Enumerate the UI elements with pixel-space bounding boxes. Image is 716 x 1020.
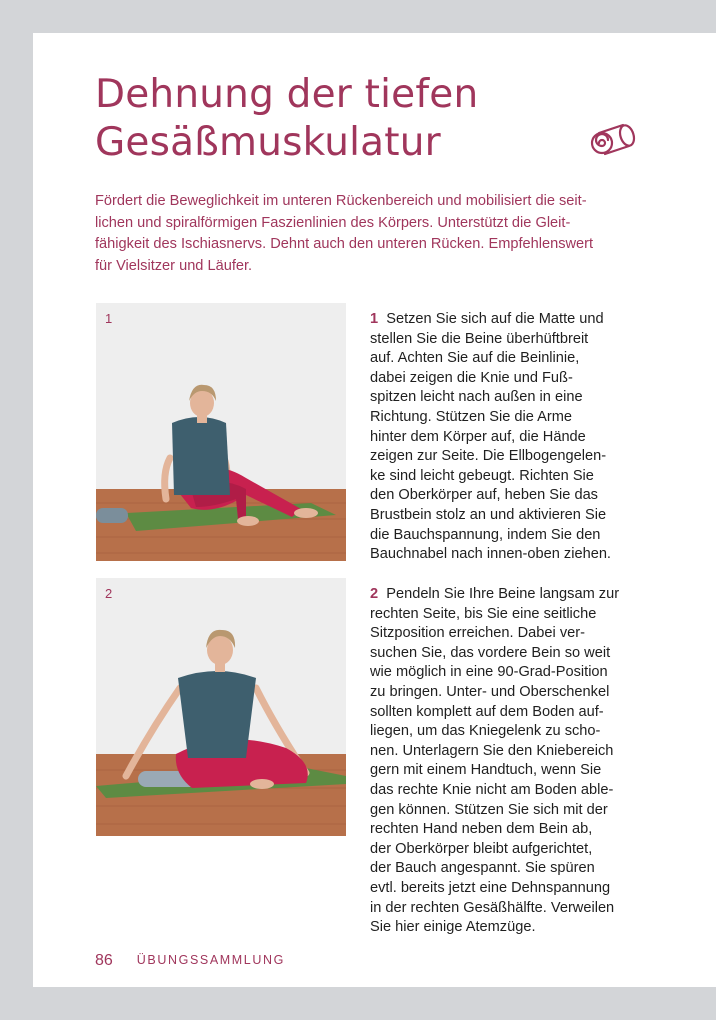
- step-line: auf. Achten Sie auf die Beinlinie,: [370, 350, 580, 367]
- photo-step-number: 2: [105, 586, 113, 601]
- page: [33, 33, 716, 987]
- step-line: in der rechten Gesäßhälfte. Verweilen: [370, 899, 615, 916]
- foam-roller-icon: [589, 121, 637, 161]
- step-line: der Bauch angespannt. Sie spüren: [370, 860, 595, 877]
- step-line: zeigen zur Seite. Die Ellbogengelen-: [370, 448, 607, 465]
- step-line: Bauchnabel nach innen-oben ziehen.: [370, 546, 611, 563]
- step-line: wie möglich in eine 90-Grad-Position: [370, 664, 608, 681]
- step-line: sollten komplett auf dem Boden auf-: [370, 703, 604, 720]
- step-line: gern mit einem Handtuch, wenn Sie: [370, 762, 602, 779]
- section-label: ÜBUNGSSAMMLUNG: [136, 953, 285, 967]
- step-line: der Oberkörper bleibt aufgerichtet,: [370, 840, 593, 857]
- step-number: 2: [370, 586, 379, 602]
- step-line: dabei zeigen die Knie und Fuß-: [370, 369, 573, 386]
- step-line: den Oberkörper auf, heben Sie das: [370, 487, 598, 504]
- step-line: Richtung. Stützen Sie die Arme: [370, 408, 572, 425]
- exercise-photo-2: [96, 578, 346, 836]
- step-line: evtl. bereits jetzt eine Dehnspannung: [370, 879, 611, 896]
- title-line-2: Gesäßmuskulatur: [95, 120, 441, 165]
- step-line: suchen Sie, das vordere Bein so weit: [370, 644, 611, 661]
- step-line: hinter dem Körper auf, die Hände: [370, 428, 586, 445]
- step-number: 1: [370, 311, 379, 327]
- intro-text: [95, 191, 655, 277]
- step-line: stellen Sie die Beine überhüftbreit: [370, 330, 589, 347]
- step-line: 1 Setzen Sie sich auf die Matte und: [370, 311, 604, 327]
- page-footer: [95, 952, 285, 970]
- step-1-text: [370, 310, 640, 565]
- step-line: die Bauchspannung, indem Sie den: [370, 526, 601, 543]
- step-line: Sie hier einige Atemzüge.: [370, 919, 536, 936]
- step-line: das rechte Knie nicht am Boden able-: [370, 781, 614, 798]
- step-line: gen können. Stützen Sie sich mit der: [370, 801, 608, 818]
- step-line: spitzen leicht nach außen in eine: [370, 389, 583, 406]
- exercise-photo-1: [96, 303, 346, 561]
- step-2-text: [370, 585, 640, 938]
- intro-line: lichen und spiralförmigen Faszienlinien des Körpers. Unterstützt die Gleit-: [95, 214, 571, 231]
- intro-line: für Vielsitzer und Läufer.: [95, 257, 253, 274]
- step-line: rechten Hand neben dem Bein ab,: [370, 821, 593, 838]
- step-line: 2 Pendeln Sie Ihre Beine langsam zur: [370, 586, 620, 602]
- step-line: Brustbein stolz an und aktivieren Sie: [370, 506, 607, 523]
- page-number: 86: [95, 952, 113, 969]
- step-line: rechten Seite, bis Sie eine seitliche: [370, 605, 597, 622]
- step-line: zu bringen. Unter- und Oberschenkel: [370, 683, 610, 700]
- step-line: Sitzposition erreichen. Dabei ver-: [370, 625, 585, 642]
- title-line-1: Dehnung der tiefen: [95, 72, 479, 117]
- photo-step-number: 1: [105, 311, 113, 326]
- step-line: liegen, um das Kniegelenk zu scho-: [370, 723, 601, 740]
- step-line: ke sind leicht gebeugt. Richten Sie: [370, 467, 594, 484]
- intro-line: Fördert die Beweglichkeit im unteren Rückenbereich und mobilisiert die seit-: [95, 193, 587, 209]
- step-line: nen. Unterlagern Sie den Kniebereich: [370, 742, 614, 759]
- page-title: [95, 71, 478, 167]
- intro-line: fähigkeit des Ischiasnervs. Dehnt auch den unteren Rücken. Empfehlenswert: [95, 236, 594, 252]
